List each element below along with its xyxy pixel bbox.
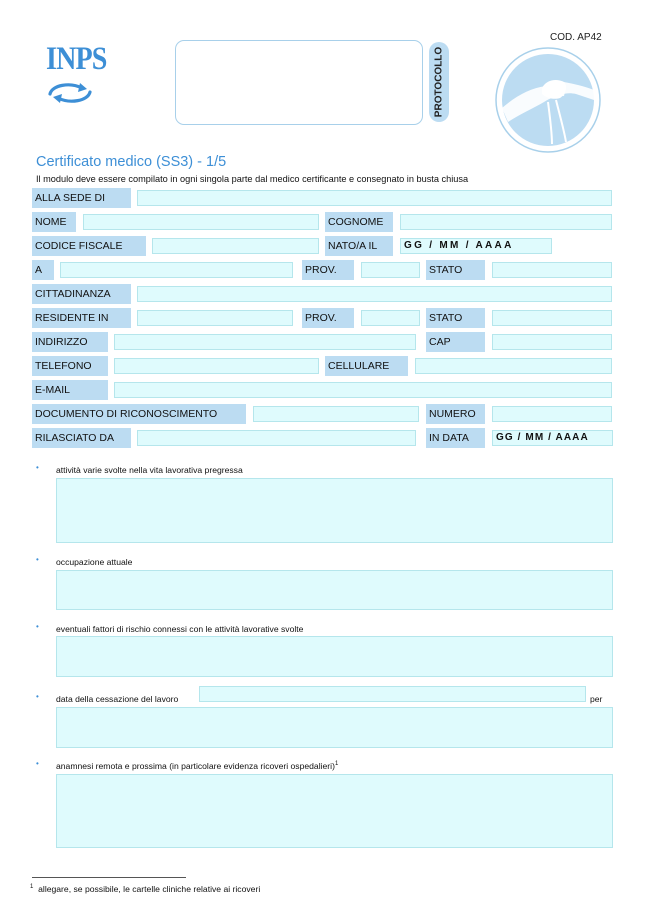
rischio-textarea[interactable] — [56, 636, 613, 677]
label-cittadinanza: CITTADINANZA — [32, 284, 131, 304]
cessazione-textarea[interactable] — [56, 707, 613, 748]
label-cognome: COGNOME — [325, 212, 393, 232]
bullet-icon: • — [36, 555, 39, 564]
form-code: COD. AP42 — [550, 32, 602, 43]
protocol-stamp-box — [175, 40, 423, 125]
birth-place-field[interactable] — [60, 262, 293, 278]
footnote-text: allegare, se possibile, le cartelle cliniche relative ai ricoveri — [38, 884, 261, 894]
cap-field[interactable] — [492, 334, 612, 350]
stato-residenza-field[interactable] — [492, 310, 612, 326]
footnote — [30, 884, 260, 894]
label-rilasciato-da: RILASCIATO DA — [32, 428, 131, 448]
inps-logo-arrows-icon — [44, 80, 96, 106]
label-documento: DOCUMENTO DI RICONOSCIMENTO — [32, 404, 246, 424]
label-indirizzo: INDIRIZZO — [32, 332, 108, 352]
question-rischio: eventuali fattori di rischio connessi con le attività lavorative svolte — [56, 624, 304, 634]
codice-fiscale-field[interactable] — [152, 238, 319, 254]
prov-field[interactable] — [361, 262, 420, 278]
label-alla-sede: ALLA SEDE DI — [32, 188, 131, 208]
label-numero: NUMERO — [426, 404, 485, 424]
anamnesi-textarea[interactable] — [56, 774, 613, 848]
attivita-textarea[interactable] — [56, 478, 613, 543]
bullet-icon: • — [36, 622, 39, 631]
label-telefono: TELEFONO — [32, 356, 108, 376]
alla-sede-field[interactable] — [137, 190, 612, 206]
cittadinanza-field[interactable] — [137, 286, 612, 302]
footnote-ref: 1 — [334, 761, 339, 768]
nome-field[interactable] — [83, 214, 319, 230]
cognome-field[interactable] — [400, 214, 612, 230]
page-title: Certificato medico (SS3) - 1/5 — [36, 154, 227, 170]
label-prov-residenza: PROV. — [302, 308, 354, 328]
email-field[interactable] — [114, 382, 612, 398]
question-attivita: attività varie svolte nella vita lavorativa pregressa — [56, 465, 243, 475]
label-email: E-MAIL — [32, 380, 108, 400]
label-stato-residenza: STATO — [426, 308, 485, 328]
label-nato-il: NATO/A IL — [325, 236, 393, 256]
footnote-number: 1 — [30, 884, 34, 891]
footnote-divider — [32, 877, 186, 878]
bullet-icon: • — [36, 692, 39, 701]
label-cellulare: CELLULARE — [325, 356, 408, 376]
inps-logo-text: INPS — [46, 41, 107, 77]
stato-field[interactable] — [492, 262, 612, 278]
occupazione-textarea[interactable] — [56, 570, 613, 610]
label-cap: CAP — [426, 332, 485, 352]
rilasciato-da-field[interactable] — [137, 430, 416, 446]
cellulare-field[interactable] — [415, 358, 612, 374]
question-anamnesi — [56, 761, 338, 771]
question-occupazione: occupazione attuale — [56, 557, 133, 567]
cessazione-date-field[interactable] — [199, 686, 586, 702]
label-codice-fiscale: CODICE FISCALE — [32, 236, 146, 256]
birth-date-field[interactable]: GG / MM / AAAA — [400, 238, 552, 254]
question-cessazione-per: per — [590, 694, 603, 704]
label-prov: PROV. — [302, 260, 354, 280]
protocol-tab — [429, 42, 449, 122]
label-stato: STATO — [426, 260, 485, 280]
instruction-note: Il modulo deve essere compilato in ogni singola parte dal medico certificante e consegnato in busta chiusa — [36, 174, 469, 184]
documento-field[interactable] — [253, 406, 419, 422]
label-in-data: IN DATA — [426, 428, 485, 448]
issue-date-field[interactable]: GG / MM / AAAA — [492, 430, 613, 446]
label-residente-in: RESIDENTE IN — [32, 308, 131, 328]
protocol-label: PROTOCOLLO — [433, 46, 445, 118]
bullet-icon: • — [36, 759, 39, 768]
label-luogo-nascita: A — [32, 260, 54, 280]
indirizzo-field[interactable] — [114, 334, 416, 350]
residente-in-field[interactable] — [137, 310, 293, 326]
numero-field[interactable] — [492, 406, 612, 422]
prov-residenza-field[interactable] — [361, 310, 420, 326]
helping-hands-icon — [494, 46, 602, 154]
telefono-field[interactable] — [114, 358, 319, 374]
bullet-icon: • — [36, 463, 39, 472]
label-nome: NOME — [32, 212, 76, 232]
question-anamnesi-text: anamnesi remota e prossima (in particolare evidenza ricoveri ospedalieri) — [56, 761, 335, 771]
question-cessazione: data della cessazione del lavoro — [56, 694, 179, 704]
